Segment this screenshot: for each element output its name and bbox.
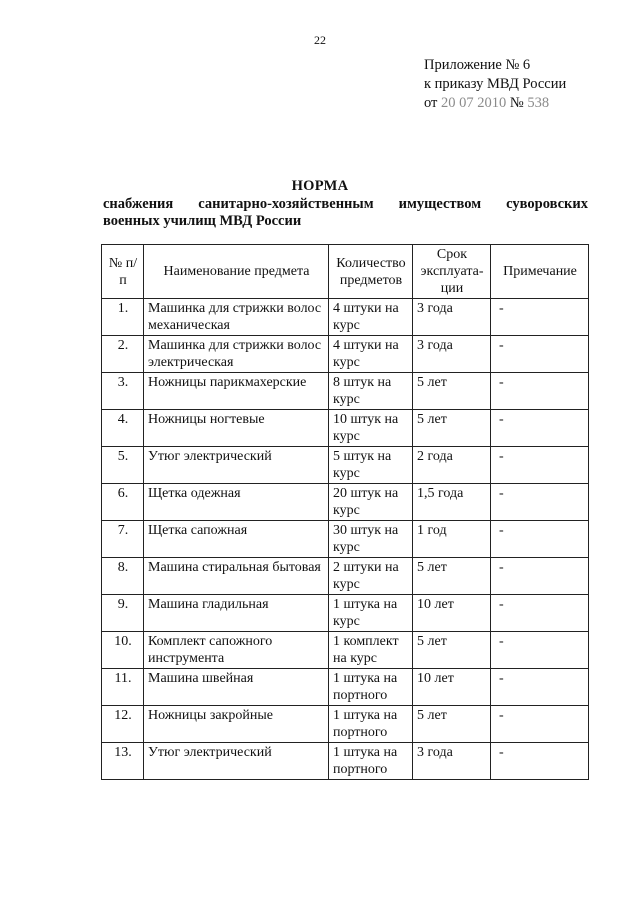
- item-name-cell: Комплект сапожного инструмента: [144, 632, 329, 669]
- appendix-line-2: к приказу МВД России: [424, 76, 567, 92]
- service-term-cell: 1 год: [413, 521, 491, 558]
- quantity-cell: 1 штука на портного: [329, 669, 413, 706]
- quantity-cell: 4 штуки на курс: [329, 336, 413, 373]
- quantity-cell: 1 штука на портного: [329, 706, 413, 743]
- quantity-cell: 1 штука на портного: [329, 743, 413, 780]
- appendix-number: 538: [527, 95, 550, 111]
- subtitle-line-2: военных училищ МВД России: [103, 213, 302, 229]
- quantity-cell: 2 штуки на курс: [329, 558, 413, 595]
- appendix-date: 20 07 2010: [441, 95, 507, 111]
- service-term-cell: 5 лет: [413, 706, 491, 743]
- row-number-cell: 4.: [102, 410, 144, 447]
- row-number-cell: 8.: [102, 558, 144, 595]
- service-term-cell: 5 лет: [413, 410, 491, 447]
- note-cell: -: [491, 743, 589, 780]
- service-term-cell: 5 лет: [413, 632, 491, 669]
- subtitle-line-1: [103, 196, 588, 213]
- header-name: Наименование предмета: [144, 245, 329, 299]
- subtitle-word: имуществом: [398, 196, 482, 212]
- subtitle-word: суворовских: [506, 196, 588, 212]
- note-cell: -: [491, 669, 589, 706]
- document-subtitle: [103, 196, 588, 230]
- row-number-cell: 13.: [102, 743, 144, 780]
- appendix-header: [424, 56, 566, 113]
- row-number-cell: 7.: [102, 521, 144, 558]
- item-name-cell: Щетка одежная: [144, 484, 329, 521]
- quantity-cell: 30 штук на курс: [329, 521, 413, 558]
- note-cell: -: [491, 595, 589, 632]
- table-row: [102, 706, 589, 743]
- quantity-cell: 4 штуки на курс: [329, 299, 413, 336]
- document-title: НОРМА: [291, 178, 349, 194]
- table-row: [102, 447, 589, 484]
- table-row: [102, 336, 589, 373]
- service-term-cell: 5 лет: [413, 558, 491, 595]
- row-number-cell: 10.: [102, 632, 144, 669]
- service-term-cell: 10 лет: [413, 595, 491, 632]
- note-cell: -: [491, 521, 589, 558]
- table-row: [102, 484, 589, 521]
- item-name-cell: Щетка сапожная: [144, 521, 329, 558]
- note-cell: -: [491, 299, 589, 336]
- table-row: [102, 632, 589, 669]
- note-cell: -: [491, 410, 589, 447]
- quantity-cell: 10 штук на курс: [329, 410, 413, 447]
- row-number-cell: 5.: [102, 447, 144, 484]
- table-row: [102, 669, 589, 706]
- item-name-cell: Ножницы парикмахерские: [144, 373, 329, 410]
- item-name-cell: Машинка для стрижки волос электрическая: [144, 336, 329, 373]
- page-number: 22: [314, 33, 326, 47]
- row-number-cell: 9.: [102, 595, 144, 632]
- header-num: № п/п: [102, 245, 144, 299]
- table-row: [102, 521, 589, 558]
- appendix-number-label: №: [509, 95, 524, 111]
- note-cell: -: [491, 373, 589, 410]
- service-term-cell: 10 лет: [413, 669, 491, 706]
- item-name-cell: Машина гладильная: [144, 595, 329, 632]
- appendix-line-3: [424, 94, 566, 113]
- row-number-cell: 11.: [102, 669, 144, 706]
- note-cell: -: [491, 336, 589, 373]
- appendix-line-1: Приложение № 6: [424, 57, 531, 73]
- note-cell: -: [491, 632, 589, 669]
- header-quantity: Количество предметов: [329, 245, 413, 299]
- quantity-cell: 5 штук на курс: [329, 447, 413, 484]
- appendix-date-prefix: от: [424, 95, 438, 111]
- item-name-cell: Утюг электрический: [144, 743, 329, 780]
- table-body: [102, 299, 589, 780]
- service-term-cell: 3 года: [413, 743, 491, 780]
- row-number-cell: 3.: [102, 373, 144, 410]
- service-term-cell: 3 года: [413, 299, 491, 336]
- subtitle-word: санитарно-хозяйственным: [198, 196, 374, 212]
- item-name-cell: Утюг электрический: [144, 447, 329, 484]
- quantity-cell: 20 штук на курс: [329, 484, 413, 521]
- row-number-cell: 2.: [102, 336, 144, 373]
- service-term-cell: 2 года: [413, 447, 491, 484]
- subtitle-word: снабжения: [103, 196, 174, 212]
- service-term-cell: 5 лет: [413, 373, 491, 410]
- note-cell: -: [491, 447, 589, 484]
- table-row: [102, 373, 589, 410]
- header-note: Примечание: [491, 245, 589, 299]
- table-row: [102, 558, 589, 595]
- table-row: [102, 299, 589, 336]
- header-term: Срок эксплуата-ции: [413, 245, 491, 299]
- table-header-row: [102, 245, 589, 299]
- item-name-cell: Машинка для стрижки волос механическая: [144, 299, 329, 336]
- item-name-cell: Машина швейная: [144, 669, 329, 706]
- item-name-cell: Ножницы ногтевые: [144, 410, 329, 447]
- table-row: [102, 410, 589, 447]
- row-number-cell: 12.: [102, 706, 144, 743]
- row-number-cell: 6.: [102, 484, 144, 521]
- note-cell: -: [491, 558, 589, 595]
- service-term-cell: 1,5 года: [413, 484, 491, 521]
- note-cell: -: [491, 484, 589, 521]
- norm-table: [101, 244, 589, 780]
- table-row: [102, 595, 589, 632]
- item-name-cell: Машина стиральная бытовая: [144, 558, 329, 595]
- table-row: [102, 743, 589, 780]
- service-term-cell: 3 года: [413, 336, 491, 373]
- note-cell: -: [491, 706, 589, 743]
- quantity-cell: 1 штука на курс: [329, 595, 413, 632]
- item-name-cell: Ножницы закройные: [144, 706, 329, 743]
- quantity-cell: 8 штук на курс: [329, 373, 413, 410]
- quantity-cell: 1 комплект на курс: [329, 632, 413, 669]
- row-number-cell: 1.: [102, 299, 144, 336]
